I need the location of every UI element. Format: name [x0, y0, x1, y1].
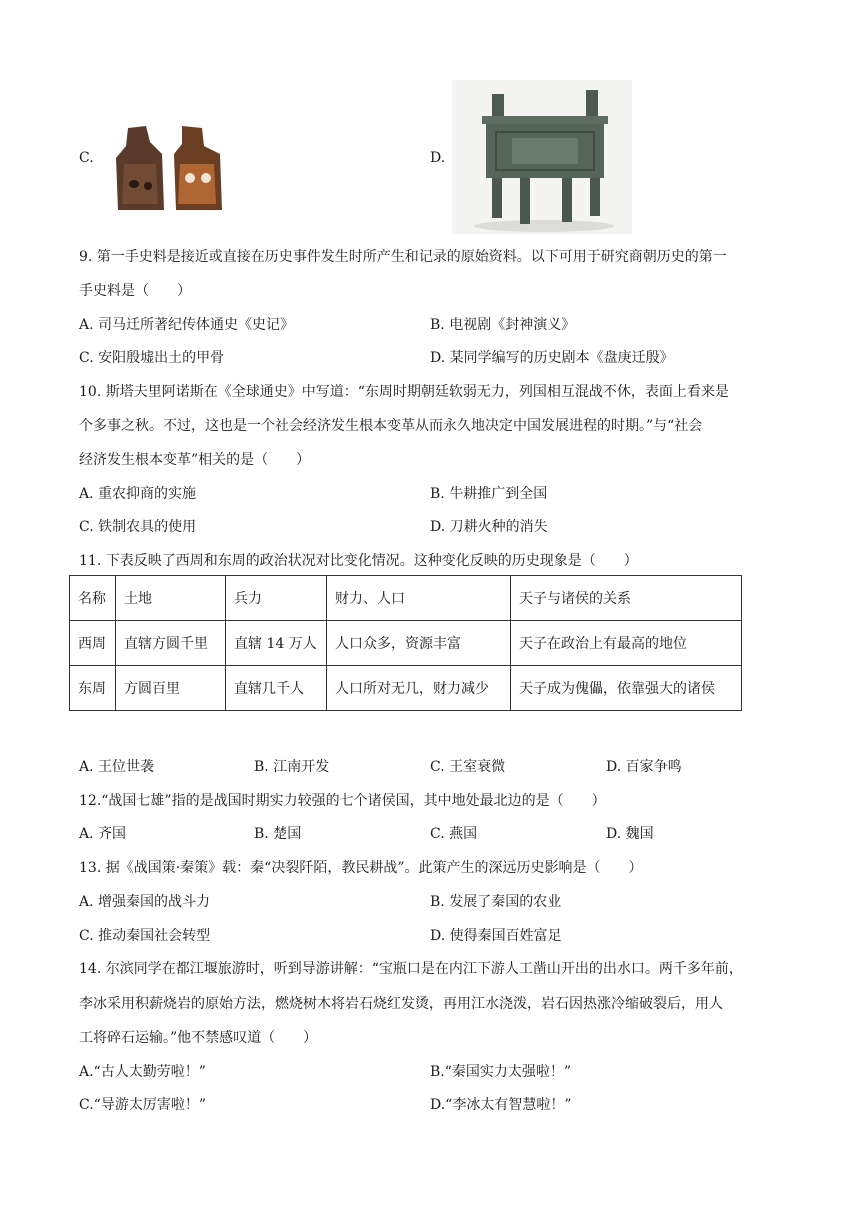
bronze-ding-icon	[452, 80, 632, 234]
q10-option-a[interactable]: A. 重农抑商的实施	[79, 486, 197, 502]
q10-option-c[interactable]: C. 铁制农具的使用	[79, 519, 197, 535]
q9-option-b[interactable]: B. 电视剧《封神演义》	[430, 317, 576, 333]
table-cell: 方圆百里	[116, 666, 226, 711]
table-cell: 东周	[70, 666, 116, 711]
q13-option-d[interactable]: D. 使得秦国百姓富足	[430, 928, 562, 944]
q11-option-d[interactable]: D. 百家争鸣	[606, 759, 682, 775]
table-header-row	[70, 576, 742, 621]
table-header-cell: 财力、人口	[327, 576, 511, 621]
table-cell: 直辖几千人	[226, 666, 327, 711]
table-cell: 天子成为傀儡，依靠强大的诸侯	[511, 666, 742, 711]
q9-option-a[interactable]: A. 司马迁所著纪传体通史《史记》	[79, 317, 295, 333]
q10-option-d[interactable]: D. 刀耕火种的消失	[430, 519, 548, 535]
q14-option-d[interactable]: D.“李冰太有智慧啦！”	[430, 1097, 572, 1113]
q10-stem-line-1: 10. 斯塔夫里阿诺斯在《全球通史》中写道：“东周时期朝廷软弱无力，列国相互混战不休，表面上看来是	[79, 384, 729, 400]
table-cell: 直辖方圆千里	[116, 621, 226, 666]
q12-option-d[interactable]: D. 魏国	[606, 826, 654, 842]
q14-stem-line-3: 工将碎石运输。”他不禁感叹道（ ）	[79, 1030, 318, 1046]
q9-option-d[interactable]: D. 某同学编写的历史剧本《盘庚迁殷》	[430, 350, 674, 366]
q12-option-a[interactable]: A. 齐国	[79, 826, 127, 842]
q9-stem-line-1: 9. 第一手史料是接近或直接在历史事件发生时所产生和记录的原始资料。以下可用于研究商朝历史的第一	[79, 249, 727, 265]
table-header-cell: 名称	[70, 576, 116, 621]
q14-stem-line-2: 李冰采用积薪烧岩的原始方法，燃烧树木将岩石烧红发烫，再用江水浇泼，岩石因热涨冷缩破裂后，用人	[79, 996, 723, 1012]
q12-option-c[interactable]: C. 燕国	[430, 826, 478, 842]
q14-option-b[interactable]: B.“秦国实力太强啦！”	[430, 1064, 572, 1080]
q10-option-b[interactable]: B. 牛耕推广到全国	[430, 486, 548, 502]
q10-stem-line-3: 经济发生根本变革”相关的是（ ）	[79, 452, 311, 468]
q14-option-a[interactable]: A.“古人太勤劳啦！”	[79, 1064, 206, 1080]
q13-option-a[interactable]: A. 增强秦国的战斗力	[79, 894, 211, 910]
q12-option-b[interactable]: B. 楚国	[254, 826, 302, 842]
q14-stem-line-1: 14. 尔滨同学在都江堰旅游时，听到导游讲解：“宝瓶口是在内江下游人工凿山开出的出水口。两千多年前，	[79, 961, 743, 977]
q14-option-c[interactable]: C.“导游太厉害啦！”	[79, 1097, 206, 1113]
q10-stem-line-2: 个多事之秋。不过，这也是一个社会经济发生根本变革从而永久地决定中国发展进程的时期。”与“社会	[79, 418, 703, 434]
q11-option-c[interactable]: C. 王室衰微	[430, 759, 506, 775]
comparison-table	[69, 575, 742, 711]
q8-option-c-label: C.	[79, 150, 94, 166]
table-header-cell: 天子与诸侯的关系	[511, 576, 742, 621]
q9-option-c[interactable]: C. 安阳殷墟出土的甲骨	[79, 350, 225, 366]
q11-option-a[interactable]: A. 王位世袭	[79, 759, 155, 775]
bone-shovel-icon	[110, 124, 228, 214]
table-row	[70, 621, 742, 666]
table-cell: 人口众多，资源丰富	[327, 621, 511, 666]
table-cell: 西周	[70, 621, 116, 666]
q9-stem-line-2: 手史料是（ ）	[79, 283, 191, 299]
q12-stem: 12.“战国七雄”指的是战国时期实力较强的七个诸侯国，其中地处最北边的是（ ）	[79, 793, 606, 809]
table-cell: 天子在政治上有最高的地位	[511, 621, 742, 666]
q11-option-b[interactable]: B. 江南开发	[254, 759, 330, 775]
q13-option-b[interactable]: B. 发展了秦国的农业	[430, 894, 562, 910]
q8-option-d-label: D.	[430, 150, 446, 166]
table-cell: 人口所对无几，财力减少	[327, 666, 511, 711]
q13-option-c[interactable]: C. 推动秦国社会转型	[79, 928, 211, 944]
q11-stem: 11. 下表反映了西周和东周的政治状况对比变化情况。这种变化反映的历史现象是（ ）	[79, 553, 638, 569]
table-row	[70, 666, 742, 711]
table-header-cell: 兵力	[226, 576, 327, 621]
table-header-cell: 土地	[116, 576, 226, 621]
q13-stem: 13. 据《战国策·秦策》载：秦“决裂阡陌，教民耕战”。此策产生的深远历史影响是（ ）	[79, 860, 643, 876]
table-cell: 直辖 14 万人	[226, 621, 327, 666]
